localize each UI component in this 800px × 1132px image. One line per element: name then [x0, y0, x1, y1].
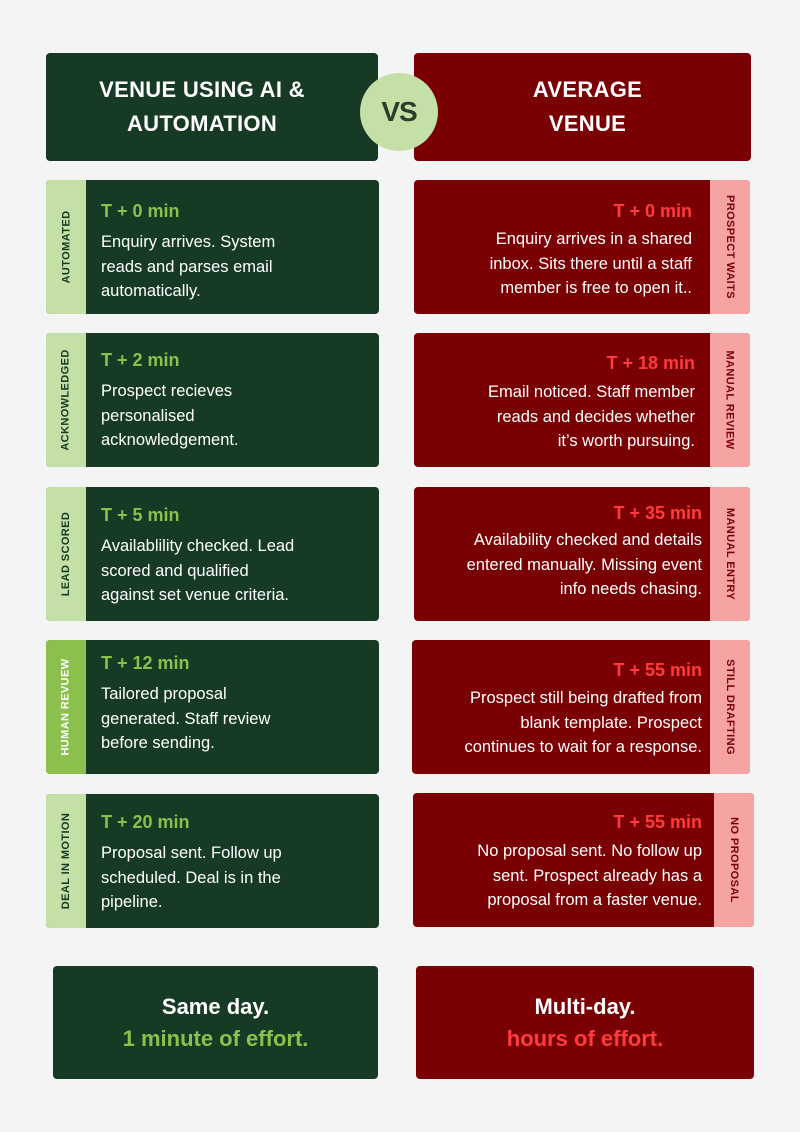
ai-step-line: Tailored proposal: [101, 685, 227, 703]
average-step-content: [412, 502, 702, 602]
ai-step-label: ACKNOWLEDGED: [60, 349, 73, 451]
ai-step-line: Enquiry arrives. System: [101, 233, 276, 251]
average-step-tab: [710, 180, 750, 314]
average-venue-summary: [416, 966, 754, 1079]
average-step-description: [412, 528, 702, 602]
average-venue-summary-line2: hours of effort.: [506, 1025, 664, 1051]
ai-venue-summary: [53, 966, 378, 1079]
ai-step-line: Availablility checked. Lead: [101, 537, 295, 555]
ai-step-time: T + 12 min: [101, 653, 190, 673]
average-step-label: NO PROPOSAL: [728, 817, 740, 903]
average-step-tab: [710, 640, 750, 774]
ai-step-content: [101, 811, 371, 915]
average-step-line: blank template. Prospect: [520, 713, 702, 732]
average-venue-header-line2: VENUE: [548, 111, 627, 136]
average-step-card: [414, 180, 750, 314]
ai-step-label: LEAD SCORED: [60, 511, 72, 597]
average-step-line: reads and decides whether: [496, 407, 695, 426]
ai-step-label: AUTOMATED: [60, 210, 73, 284]
ai-step-line: before sending.: [101, 734, 215, 752]
average-step-label: PROSPECT WAITS: [724, 195, 736, 299]
ai-step-tab: [46, 333, 86, 467]
ai-step-line: pipeline.: [101, 893, 163, 911]
average-step-line: Enquiry arrives in a shared: [495, 230, 692, 248]
ai-step-line: against set venue criteria.: [101, 586, 290, 604]
average-step-content: [423, 352, 695, 454]
ai-step-description: [101, 534, 376, 608]
average-step-tab: [710, 333, 750, 467]
average-step-card: [414, 487, 750, 621]
ai-step-line: Prospect recieves: [101, 382, 233, 400]
ai-step-tab: [46, 794, 86, 928]
vs-badge: VS: [360, 73, 438, 151]
ai-step-line: scheduled. Deal is in the: [101, 868, 281, 887]
average-step-label: MANUAL REVIEW: [724, 350, 737, 450]
average-step-time: T + 55 min: [613, 660, 702, 680]
ai-step-time: T + 2 min: [101, 350, 180, 370]
average-step-label: MANUAL ENTRY: [724, 507, 737, 601]
average-step-line: info needs chasing.: [559, 580, 702, 598]
ai-step-tab: [46, 180, 86, 314]
ai-step-line: scored and qualified: [101, 561, 249, 580]
average-step-label: STILL DRAFTING: [724, 659, 736, 755]
ai-step-line: automatically.: [101, 282, 201, 300]
ai-step-label: DEAL IN MOTION: [60, 812, 73, 910]
average-step-tab: [714, 793, 754, 927]
ai-step-line: personalised: [101, 406, 195, 425]
ai-step-description: [101, 230, 371, 304]
average-step-card: [412, 640, 750, 774]
ai-step-card: [46, 487, 379, 621]
average-step-description: [420, 227, 692, 301]
ai-venue-header-line1: VENUE USING AI &: [99, 77, 305, 102]
ai-step-card: [46, 640, 379, 774]
average-step-content: [417, 811, 702, 913]
average-step-line: continues to wait for a response.: [464, 738, 702, 756]
average-step-time: T + 0 min: [613, 201, 692, 221]
ai-step-time: T + 5 min: [101, 505, 180, 525]
average-step-line: No proposal sent. No follow up: [477, 842, 702, 860]
ai-step-line: generated. Staff review: [101, 709, 271, 728]
average-step-content: [420, 200, 692, 301]
average-step-line: entered manually. Missing event: [466, 555, 702, 574]
average-venue-header-line1: AVERAGE: [532, 77, 643, 102]
average-step-line: sent. Prospect already has a: [492, 866, 702, 885]
ai-step-card: [46, 794, 379, 928]
average-step-line: Availability checked and details: [473, 531, 702, 549]
average-step-card: [413, 793, 754, 927]
average-step-content: [412, 659, 702, 760]
ai-venue-summary-line1: Same day.: [161, 993, 270, 1019]
average-venue-summary-line1: Multi-day.: [534, 993, 636, 1019]
ai-step-time: T + 0 min: [101, 201, 180, 221]
average-step-card: [414, 333, 750, 467]
ai-step-description: [101, 841, 371, 915]
ai-step-content: [101, 504, 376, 608]
average-step-line: inbox. Sits there until a staff: [489, 254, 692, 273]
ai-step-description: [101, 682, 371, 756]
ai-step-tab: [46, 640, 86, 774]
ai-venue-header-line2: AUTOMATION: [126, 111, 278, 136]
average-step-description: [417, 839, 702, 913]
average-step-description: [423, 380, 695, 454]
average-venue-header: [414, 53, 751, 161]
ai-step-content: [101, 349, 371, 453]
ai-step-label: HUMAN REVUEW: [60, 658, 73, 756]
average-step-description: [412, 686, 702, 760]
average-step-tab: [710, 487, 750, 621]
ai-step-card: [46, 333, 379, 467]
ai-step-line: reads and parses email: [101, 257, 273, 276]
ai-step-time: T + 20 min: [101, 812, 190, 832]
ai-step-content: [101, 200, 371, 304]
average-step-time: T + 18 min: [606, 353, 695, 373]
average-step-line: member is free to open it..: [500, 279, 692, 297]
ai-step-card: [46, 180, 379, 314]
average-step-line: it’s worth pursuing.: [557, 432, 695, 450]
ai-venue-header: [46, 53, 378, 161]
ai-step-content: [101, 652, 371, 756]
average-step-time: T + 35 min: [613, 503, 702, 523]
average-step-line: Prospect still being drafted from: [469, 689, 702, 707]
ai-step-description: [101, 379, 371, 453]
average-step-time: T + 55 min: [613, 812, 702, 832]
average-step-line: proposal from a faster venue.: [487, 891, 702, 909]
ai-venue-summary-line2: 1 minute of effort.: [122, 1025, 309, 1051]
ai-step-tab: [46, 487, 86, 621]
average-step-line: Email noticed. Staff member: [488, 383, 695, 401]
ai-step-line: acknowledgement.: [101, 431, 239, 449]
ai-step-line: Proposal sent. Follow up: [101, 844, 282, 862]
